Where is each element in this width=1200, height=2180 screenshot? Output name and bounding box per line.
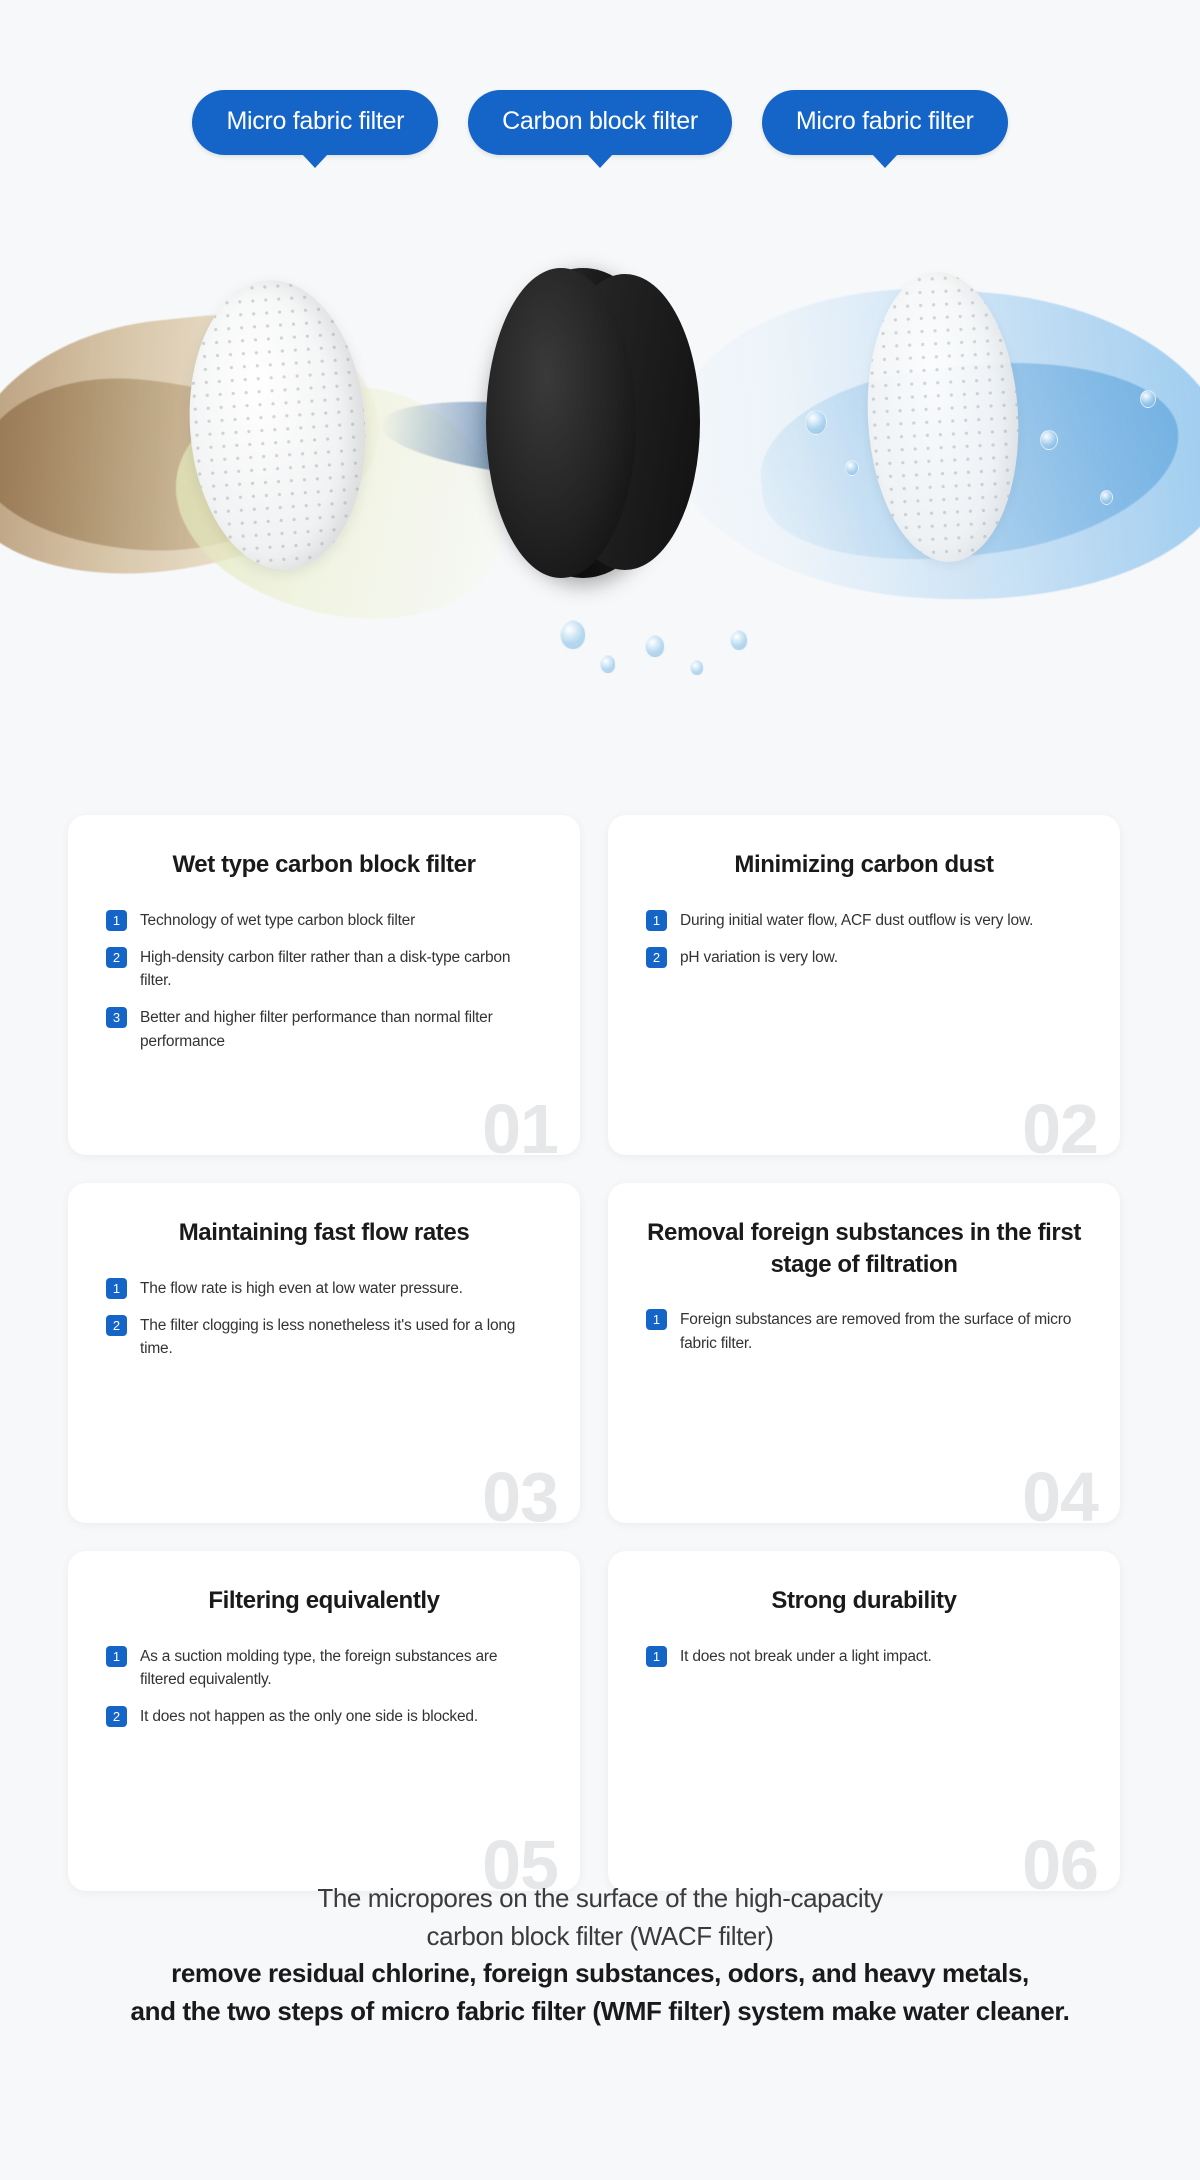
bullet-number: 1 [646,1646,667,1667]
carbon-disc-face [486,268,636,578]
bullet-text: It does not happen as the only one side is blocked. [140,1708,478,1726]
water-droplet-icon [845,460,859,476]
bullet-text: The flow rate is high even at low water pressure. [140,1279,463,1297]
feature-card-03 [68,1183,580,1523]
card-watermark-number: 04 [1022,1458,1098,1523]
pointer-tail-icon [587,154,613,168]
water-droplet-icon [730,630,748,651]
list-item [106,1705,542,1728]
list-item [106,1314,542,1361]
bullet-number: 1 [106,1646,127,1667]
bullet-text: During initial water flow, ACF dust outflow is very low. [680,911,1034,929]
label-text: Micro fabric filter [226,107,405,135]
summary-text [0,1880,1200,2031]
card-watermark-number: 02 [1022,1090,1098,1155]
water-droplet-icon [560,620,586,650]
bullet-number: 2 [106,1706,127,1727]
bullet-number: 1 [646,1309,667,1330]
label-micro-fabric-filter-2 [762,90,1008,155]
list-item [106,1006,542,1053]
list-item [646,1308,1082,1355]
bullet-text: It does not break under a light impact. [680,1647,932,1665]
bullet-number: 2 [106,1315,127,1336]
list-item [106,1645,542,1692]
summary-line-3: remove residual chlorine, foreign substances, odors, and heavy metals, [171,1958,1029,1989]
card-bullets [106,909,542,1053]
water-droplet-icon [1040,430,1058,450]
summary-line-1: The micropores on the surface of the high-capacity [317,1883,883,1913]
label-text: Micro fabric filter [795,107,974,135]
bullet-text: The filter clogging is less nonetheless it's used for a long time. [140,1316,516,1358]
water-droplet-icon [1100,490,1113,505]
bullet-text: pH variation is very low. [680,948,838,966]
bullet-number: 1 [646,910,667,931]
bullet-text: As a suction molding type, the foreign substances are filtered equivalently. [140,1647,498,1688]
card-title: Minimizing carbon dust [734,851,994,878]
feature-card-06 [608,1551,1120,1891]
label-carbon-block-filter [468,90,732,155]
card-bullets [646,909,1082,970]
filter-labels-row [0,90,1200,155]
feature-card-04 [608,1183,1120,1523]
card-title: Maintaining fast flow rates [178,1219,470,1246]
water-droplet-icon [1140,390,1156,408]
feature-cards-grid [68,815,1132,1891]
bullet-text: High-density carbon filter rather than a disk-type carbon filter. [140,948,511,990]
carbon-block-filter-disc [488,268,678,578]
water-droplet-icon [645,635,665,658]
bullet-text: Foreign substances are removed from the surface of micro fabric filter. [680,1311,1072,1352]
pointer-tail-icon [302,154,328,168]
card-bullets [646,1308,1082,1355]
card-bullets [106,1645,542,1729]
bullet-number: 1 [106,910,127,931]
card-watermark-number: 05 [482,1826,558,1891]
card-title: Wet type carbon block filter [172,851,476,878]
card-title: Strong durability [771,1587,957,1614]
pointer-tail-icon [872,154,898,168]
bullet-text: Technology of wet type carbon block filter [140,911,416,929]
list-item [106,946,542,993]
list-item [106,1277,542,1300]
feature-card-02 [608,815,1120,1155]
bullet-number: 2 [106,947,127,968]
label-text: Carbon block filter [502,107,698,135]
card-watermark-number: 06 [1022,1826,1098,1891]
bullet-number: 2 [646,947,667,968]
water-droplet-icon [600,655,616,674]
bullet-text: Better and higher filter performance than normal filter performance [140,1009,493,1050]
summary-line-2: carbon block filter (WACF filter) [426,1920,774,1951]
feature-card-01 [68,815,580,1155]
card-bullets [646,1645,1082,1668]
list-item [106,909,542,932]
card-bullets [106,1277,542,1361]
card-title: Removal foreign substances in the first stage of filtration [647,1219,1081,1278]
list-item [646,909,1082,932]
card-title: Filtering equivalently [208,1587,440,1614]
water-droplet-icon [805,410,827,435]
bullet-number: 3 [106,1007,127,1028]
filtration-illustration [0,230,1200,790]
feature-card-05 [68,1551,580,1891]
card-watermark-number: 01 [482,1090,558,1155]
summary-line-4: and the two steps of micro fabric filter (WMF filter) system make water cleaner. [130,1996,1070,2027]
card-watermark-number: 03 [482,1458,558,1523]
list-item [646,946,1082,969]
list-item [646,1645,1082,1668]
label-micro-fabric-filter-1 [192,90,438,155]
bullet-number: 1 [106,1278,127,1299]
water-droplet-icon [690,660,704,676]
